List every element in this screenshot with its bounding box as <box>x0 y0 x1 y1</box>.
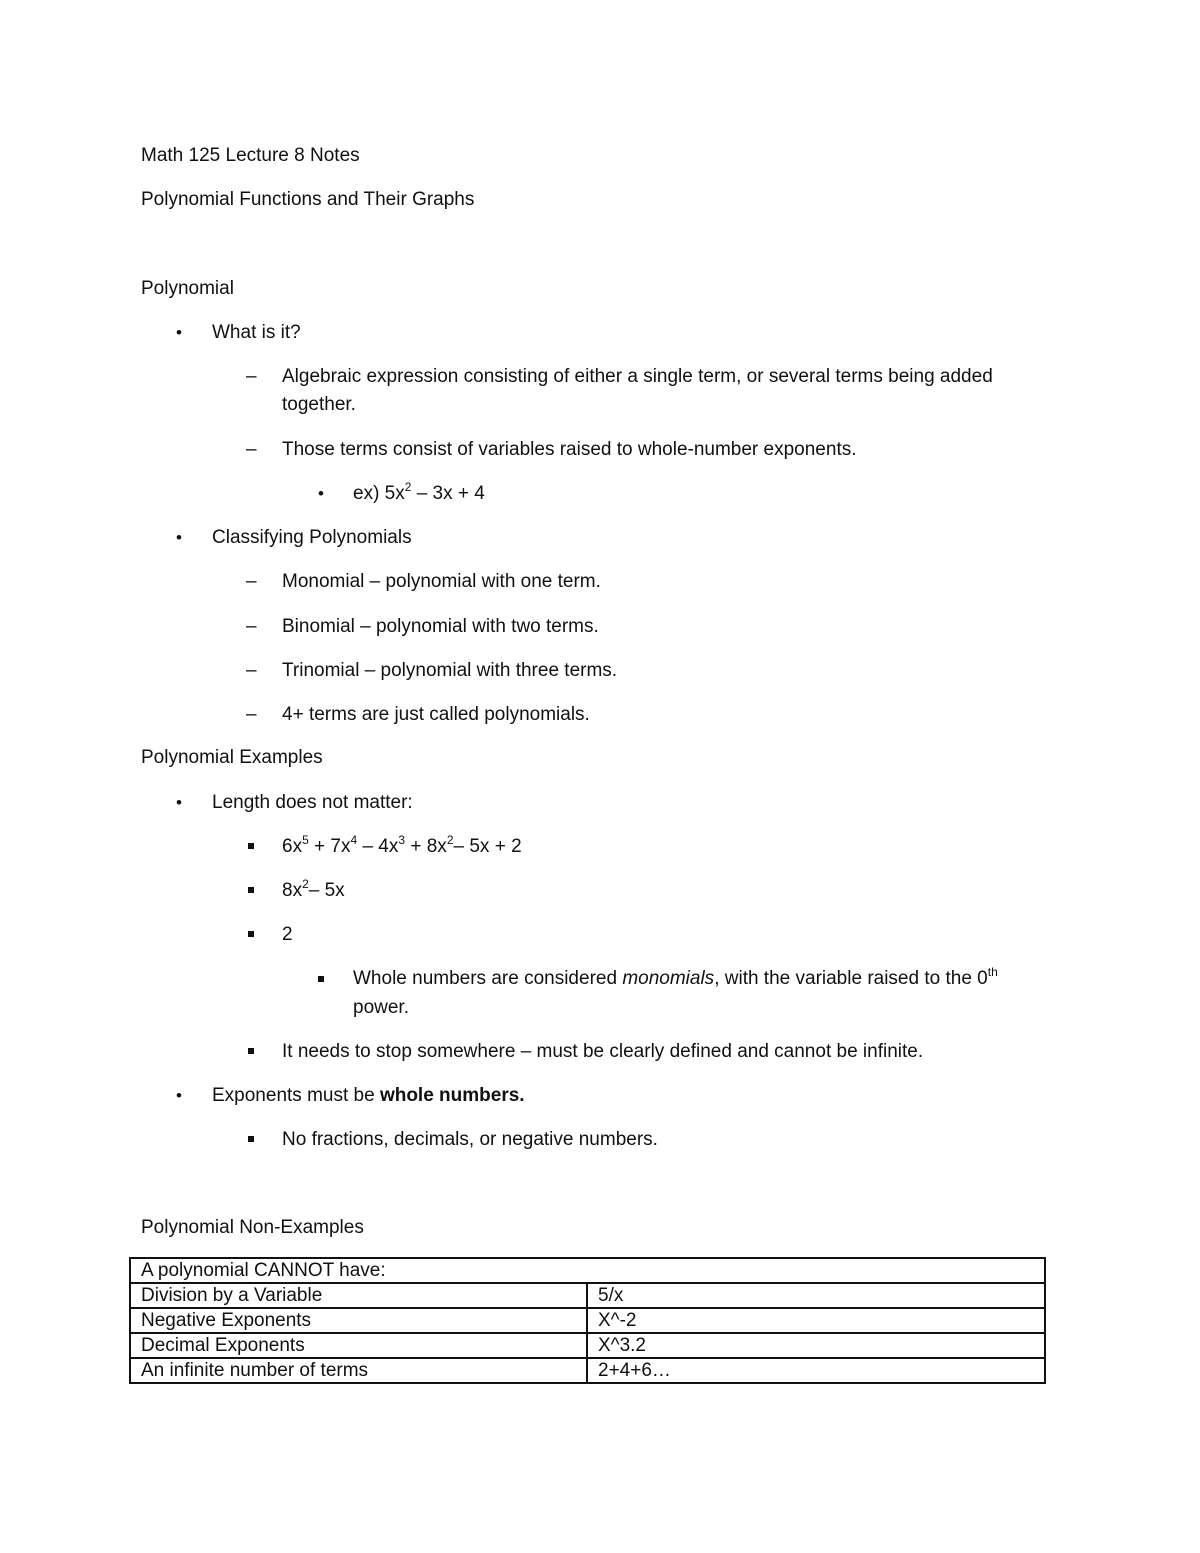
section-heading-examples: Polynomial Examples <box>141 747 323 768</box>
list-item-whole-numbers: Whole numbers are considered monomials, with the variable raised to the 0th <box>353 965 998 989</box>
dash-icon: – <box>246 366 257 387</box>
bullet-icon: • <box>318 484 324 503</box>
list-item-whole-numbers-cont: power. <box>353 997 409 1018</box>
section-heading-non-examples: Polynomial Non-Examples <box>141 1217 364 1238</box>
list-item-trinomial: Trinomial – polynomial with three terms. <box>282 660 618 681</box>
list-item-four-plus: 4+ terms are just called polynomials. <box>282 704 590 725</box>
list-item-no-fractions: No fractions, decimals, or negative numbers. <box>282 1129 658 1150</box>
list-item-definition: Algebraic expression consisting of either a single term, or several terms being added together. <box>282 366 993 415</box>
dash-icon: – <box>246 616 257 637</box>
bullet-icon: • <box>176 1086 182 1105</box>
table-cell-example: X^-2 <box>587 1308 1045 1333</box>
table-cell-label: Decimal Exponents <box>130 1333 587 1358</box>
table-cell-example: X^3.2 <box>587 1333 1045 1358</box>
list-item-monomial: Monomial – polynomial with one term. <box>282 571 601 592</box>
square-bullet-icon <box>318 976 324 982</box>
list-item-classifying: Classifying Polynomials <box>212 527 412 548</box>
table-cell-example: 5/x <box>587 1283 1045 1308</box>
table-cell-example: 2+4+6… <box>587 1358 1045 1383</box>
list-item-exponents: Exponents must be whole numbers. <box>212 1085 525 1106</box>
table-header-row <box>130 1258 1045 1283</box>
dash-icon: – <box>246 439 257 460</box>
table-row <box>130 1308 1045 1333</box>
doc-subtitle: Polynomial Functions and Their Graphs <box>141 189 475 210</box>
table-cell-label: Negative Exponents <box>130 1308 587 1333</box>
list-item-what-is-it: What is it? <box>212 322 301 343</box>
table-row <box>130 1333 1045 1358</box>
list-item-terms: Those terms consist of variables raised to whole-number exponents. <box>282 439 857 460</box>
example-expression: 2 <box>282 924 293 945</box>
table-header-cell: A polynomial CANNOT have: <box>130 1258 1045 1283</box>
table-row <box>130 1358 1045 1383</box>
example-expression: ex) $5x^2 - 3x + 4$ <box>353 480 485 504</box>
list-item-binomial: Binomial – polynomial with two terms. <box>282 616 599 637</box>
square-bullet-icon <box>248 1048 254 1054</box>
table-cell-label: Division by a Variable <box>130 1283 587 1308</box>
bullet-icon: • <box>176 323 182 342</box>
example-expression: $8x^2-$ 5x <box>282 877 345 901</box>
dash-icon: – <box>246 704 257 725</box>
square-bullet-icon <box>248 887 254 893</box>
bullet-icon: • <box>176 793 182 812</box>
list-item-length: Length does not matter: <box>212 792 413 813</box>
dash-icon: – <box>246 660 257 681</box>
square-bullet-icon <box>248 931 254 937</box>
square-bullet-icon <box>248 1136 254 1142</box>
dash-icon: – <box>246 571 257 592</box>
table-cell-label: An infinite number of terms <box>130 1358 587 1383</box>
list-item-stop: It needs to stop somewhere – must be clearly defined and cannot be infinite. <box>282 1041 924 1062</box>
bullet-icon: • <box>176 528 182 547</box>
table-row <box>130 1283 1045 1308</box>
section-heading-polynomial: Polynomial <box>141 278 234 299</box>
example-expression: $6x^5 + 7x^4 - 4x^3 + 8x^2-$ 5x + 2 <box>282 833 522 857</box>
square-bullet-icon <box>248 843 254 849</box>
non-examples-table <box>129 1257 1046 1384</box>
doc-title: Math 125 Lecture 8 Notes <box>141 145 360 166</box>
